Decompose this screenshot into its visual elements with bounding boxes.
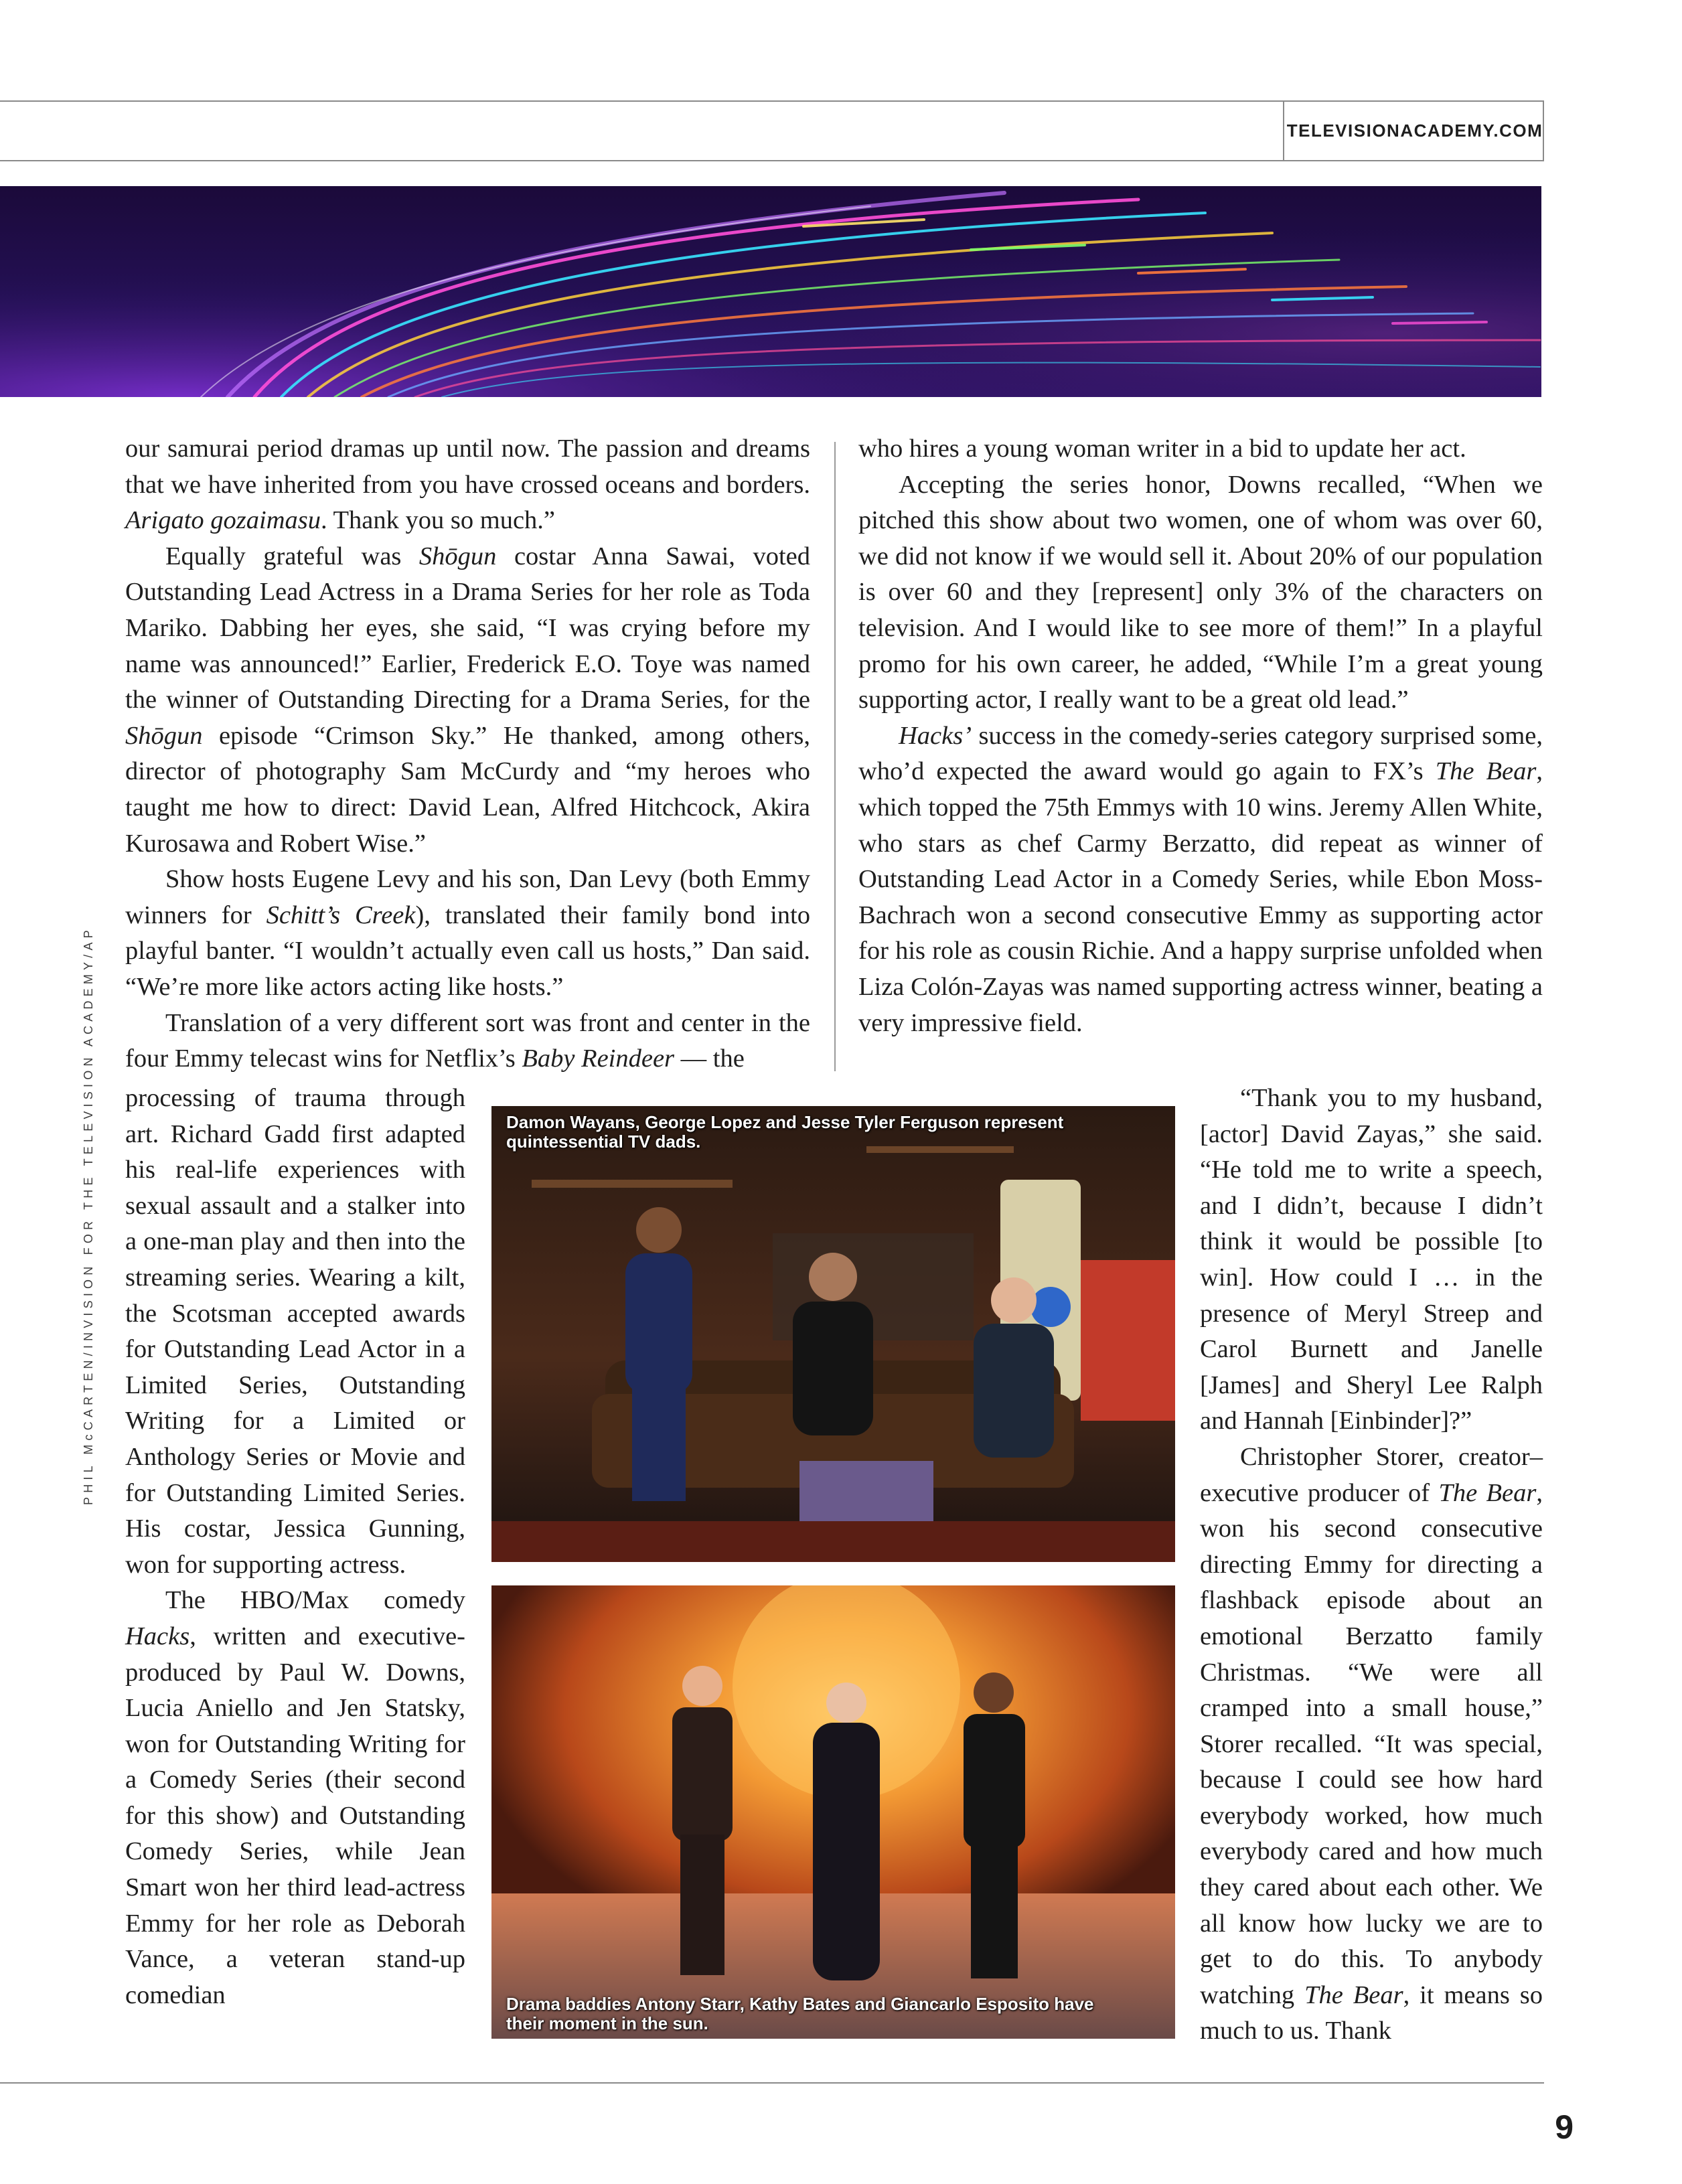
page-number: 9 [1555,2108,1574,2146]
article-column-4 [1200,1081,1543,2049]
article-paragraph: “Thank you to my husband, [actor] David Zayas,” she said. “He told me to write a speech, and I didn’t, because I didn’t think it would be possible [to win]. How could I … in the presence of Meryl Streep and Carol Burnett and Janelle [James] and Sheryl Lee Ralph and Hannah [Einbinder]?” [1200,1084,1543,1435]
footer-rule [0,2082,1544,2084]
photo-tv-dads [491,1106,1175,1562]
title-italic: Shōgun [418,542,497,570]
title-italic: The Bear [1435,757,1537,786]
article-column-1 [125,431,810,1077]
photo-drama-baddies [491,1585,1175,2039]
article-paragraph: Translation of a very different sort was front and center in the four Emmy telecast wins for Netflix’s Baby Reindeer — the [125,1008,810,1073]
title-italic: Arigato gozaimasu [125,506,321,535]
title-italic: Hacks [125,1622,190,1650]
article-paragraph: processing of trauma through art. Richard Gadd first adapted his real-life experiences with sexual assault and a stalker into a one-man play and then into the streaming series. Wearing a kilt, the Scotsman accepted awards for Outstanding Lead Actor in a Limited Series, Outstanding Writing for a Limited or Anthology Series or Movie and for Outstanding Limited Series. His costar, Jessica Gunning, won for supporting actress. [125,1084,465,1579]
article-paragraph: Show hosts Eugene Levy and his son, Dan Levy (both Emmy winners for Schitt’s Creek), translated their family bond into playful banter. “I wouldn’t actually even call us hosts,” Dan said. “We’re more like actors acting like hosts.” [125,865,810,1001]
article-paragraph: Accepting the series honor, Downs recalled, “When we pitched this show about two women, one of whom was over 60, we did not know if we would sell it. About 20% of our population is over 60 and they [represent] only 3% of the characters on television. And I would like to see more of them!” In a playful promo for his own career, he added, “While I’m a great young supporting actor, I really want to be a great old lead.” [858,470,1543,714]
title-italic: The Bear [1438,1478,1537,1507]
article-paragraph: our samurai period dramas up until now. The passion and dreams that we have inherited from you have crossed oceans and borders. Arigato gozaimasu. Thank you so much.” [125,435,810,535]
title-italic: Hacks’ [899,721,972,750]
title-italic: Baby Reindeer [522,1044,675,1073]
title-italic: Schitt’s Creek [266,901,416,929]
article-paragraph: Equally grateful was Shōgun costar Anna Sawai, voted Outstanding Lead Actress in a Drama Series for her role as Toda Mariko. Dabbing her eyes, she said, “I was crying before my name was announced!” Earlier, Frederick E.O. Toye was named the winner of Outstanding Directing for a Drama Series, for the Shōgun episode “Crimson Sky.” He thanked, among others, director of photography Sam McCurdy and “my heroes who taught me how to direct: David Lean, Alfred Hitchcock, Akira Kurosawa and Robert Wise.” [125,542,810,858]
title-italic: The Bear [1304,1980,1403,2009]
photo-caption-tv-dads: Damon Wayans, George Lopez and Jesse Tyler Ferguson represent quintessential TV dads. [506,1112,1064,1152]
article-paragraph: who hires a young woman writer in a bid to update her act. [858,435,1466,463]
photo-credit: PHIL McCARTEN/INVISION FOR THE TELEVISION ACADEMY/AP [82,926,95,1505]
site-url[interactable]: TELEVISIONACADEMY.COM [1286,120,1543,141]
article-column-2 [858,431,1543,1041]
article-column-3 [125,1081,465,2013]
photo-caption-drama-baddies: Drama baddies Antony Starr, Kathy Bates and Giancarlo Esposito have their moment in the sun. [506,1994,1094,2033]
article-paragraph: The HBO/Max comedy Hacks, written and executive-produced by Paul W. Downs, Lucia Aniello and Jen Statsky, won for Outstanding Writing for a Comedy Series (their second for this show) and Outstanding Comedy Series, while Jean Smart won her third lead-actress Emmy for her role as Deborah Vance, a veteran stand-up comedian [125,1586,465,2009]
article-paragraph: Hacks’ success in the comedy-series category surprised some, who’d expected the award would go again to FX’s The Bear, which topped the 75th Emmys with 10 wins. Jeremy Allen White, who stars as chef Carmy Berzatto, did repeat as winner of Outstanding Lead Actor in a Comedy Series, while Ebon Moss-Bachrach won a second consecutive Emmy as supporting actor for his role as cousin Richie. And a happy surprise unfolded when Liza Colón-Zayas was named supporting actress winner, beating a very impressive field. [858,721,1543,1037]
article-paragraph: Christopher Storer, creator–executive producer of The Bear, won his second consecutive directing Emmy for directing a flashback episode about an emotional Berzatto family Christmas. “We were all cramped into a small house,” Storer recalled. “It was special, because I could see how hard everybody worked, how much everybody cared and how much they cared about each other. We all know how lucky we are to get to do this. To anybody watching The Bear, it means so much to us. Thank [1200,1442,1543,2045]
title-italic: Shōgun [125,721,203,750]
header-banner-image [0,186,1541,397]
column-divider [834,442,836,1071]
